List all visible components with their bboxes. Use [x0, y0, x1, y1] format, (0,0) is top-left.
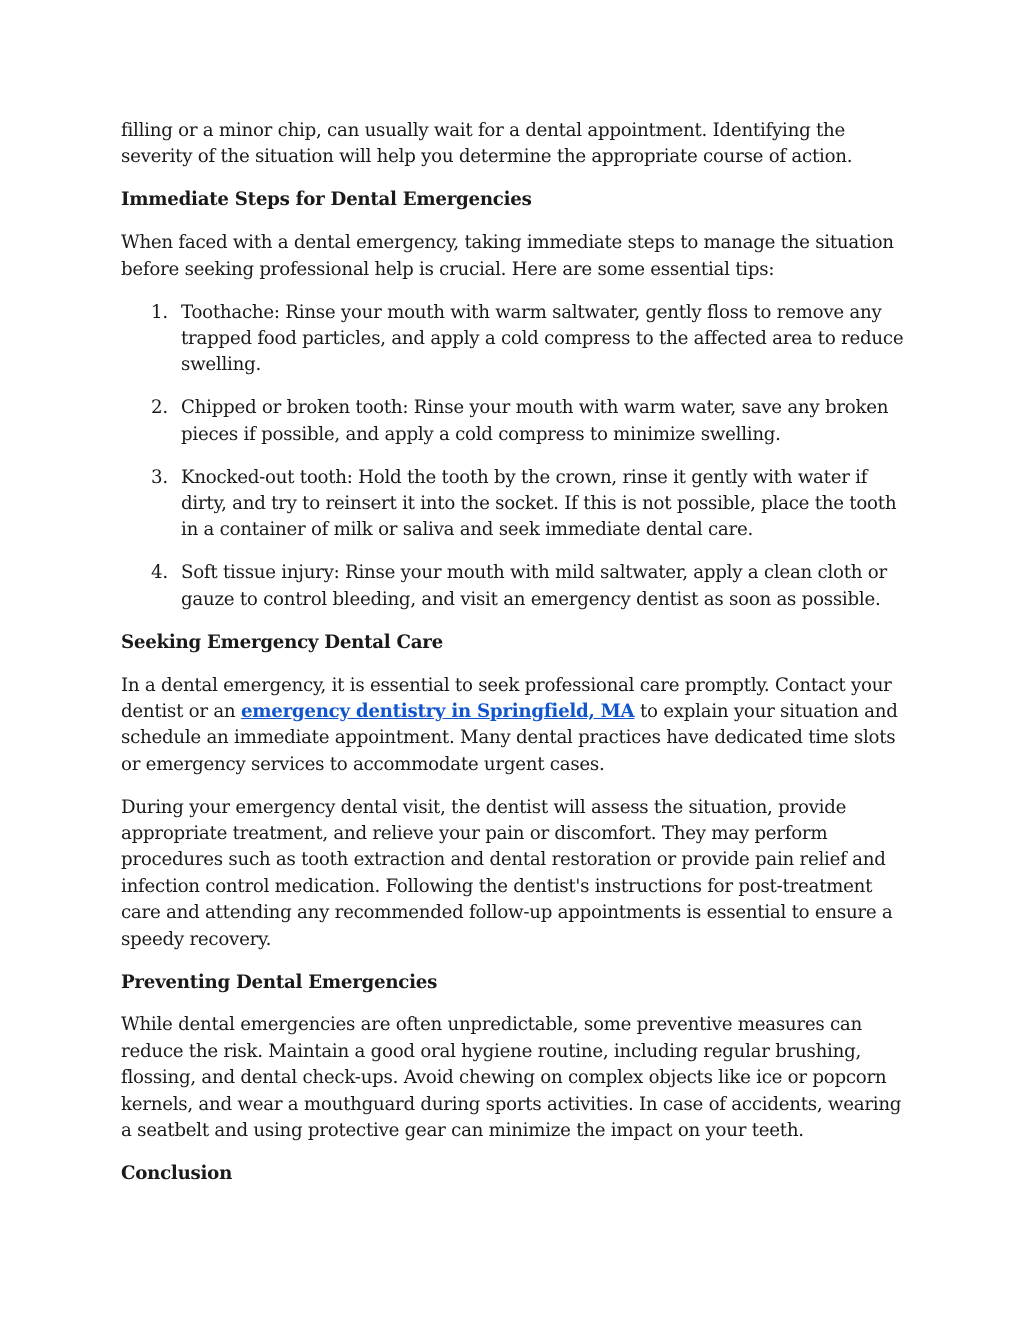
immediate-steps-list	[121, 300, 911, 614]
list-item-text: Chipped or broken tooth: Rinse your mouth with warm water, save any broken pieces if possible, and apply a cold compress to minimize swelling.	[181, 397, 889, 445]
intro-continuation-paragraph: filling or a minor chip, can usually wait for a dental appointment. Identifying the severity of the situation will help you determine the appropriate course of action.	[121, 120, 853, 168]
list-item	[121, 395, 911, 448]
heading-immediate-steps: Immediate Steps for Dental Emergencies	[121, 189, 532, 211]
preventing-paragraph: While dental emergencies are often unpredictable, some preventive measures can reduce the risk. Maintain a good oral hygiene routine, including regular brushing, flossing, and dental check-ups. Avoid chewing on complex objects like ice or popcorn kernels, and wear a mouthguard during sports activities. In case of accidents, wearing a seatbelt and using protective gear can minimize the impact on your teeth.	[121, 1014, 902, 1142]
seeking-care-text-before-link: In a dental emergency, it is essential to seek professional care promptly. Contact your dentist or an	[121, 674, 892, 722]
list-item-text: Knocked-out tooth: Hold the tooth by the crown, rinse it gently with water if dirty, and try to reinsert it into the socket. If this is not possible, place the tooth in a container of milk or saliva and seek immediate dental care.	[181, 466, 897, 541]
seeking-care-paragraph-1	[121, 673, 911, 779]
heading-seeking-care: Seeking Emergency Dental Care	[121, 631, 443, 653]
emergency-dentistry-link[interactable]: emergency dentistry in Springfield, MA	[240, 700, 635, 722]
list-item-text: Toothache: Rinse your mouth with warm saltwater, gently floss to remove any trapped food particles, and apply a cold compress to the affected area to reduce swelling.	[181, 301, 904, 376]
list-item	[121, 560, 911, 613]
list-item-number: 1.	[151, 301, 168, 323]
seeking-care-paragraph-2: During your emergency dental visit, the dentist will assess the situation, provide appropriate treatment, and relieve your pain or discomfort. They may perform procedures such as tooth extraction and dental restoration or provide pain relief and infection control medication. Following the dentist's instructions for post-treatment care and attending any recommended follow-up appointments is essential to ensure a speedy recovery.	[121, 796, 893, 950]
document-page	[121, 118, 911, 1204]
list-item-number: 4.	[151, 562, 168, 584]
list-item-text: Soft tissue injury: Rinse your mouth with mild saltwater, apply a clean cloth or gauze to control bleeding, and visit an emergency dentist as soon as possible.	[181, 562, 887, 610]
list-item	[121, 300, 911, 379]
list-item-number: 3.	[151, 466, 168, 488]
list-item-number: 2.	[151, 397, 168, 419]
list-item	[121, 465, 911, 544]
immediate-steps-intro: When faced with a dental emergency, taking immediate steps to manage the situation before seeking professional help is crucial. Here are some essential tips:	[121, 232, 894, 280]
heading-conclusion: Conclusion	[121, 1163, 233, 1184]
heading-preventing: Preventing Dental Emergencies	[121, 971, 438, 993]
seeking-care-text-after-link: to explain your situation and schedule an immediate appointment. Many dental practices have dedicated time slots or emergency services to accommodate urgent cases.	[121, 700, 898, 775]
